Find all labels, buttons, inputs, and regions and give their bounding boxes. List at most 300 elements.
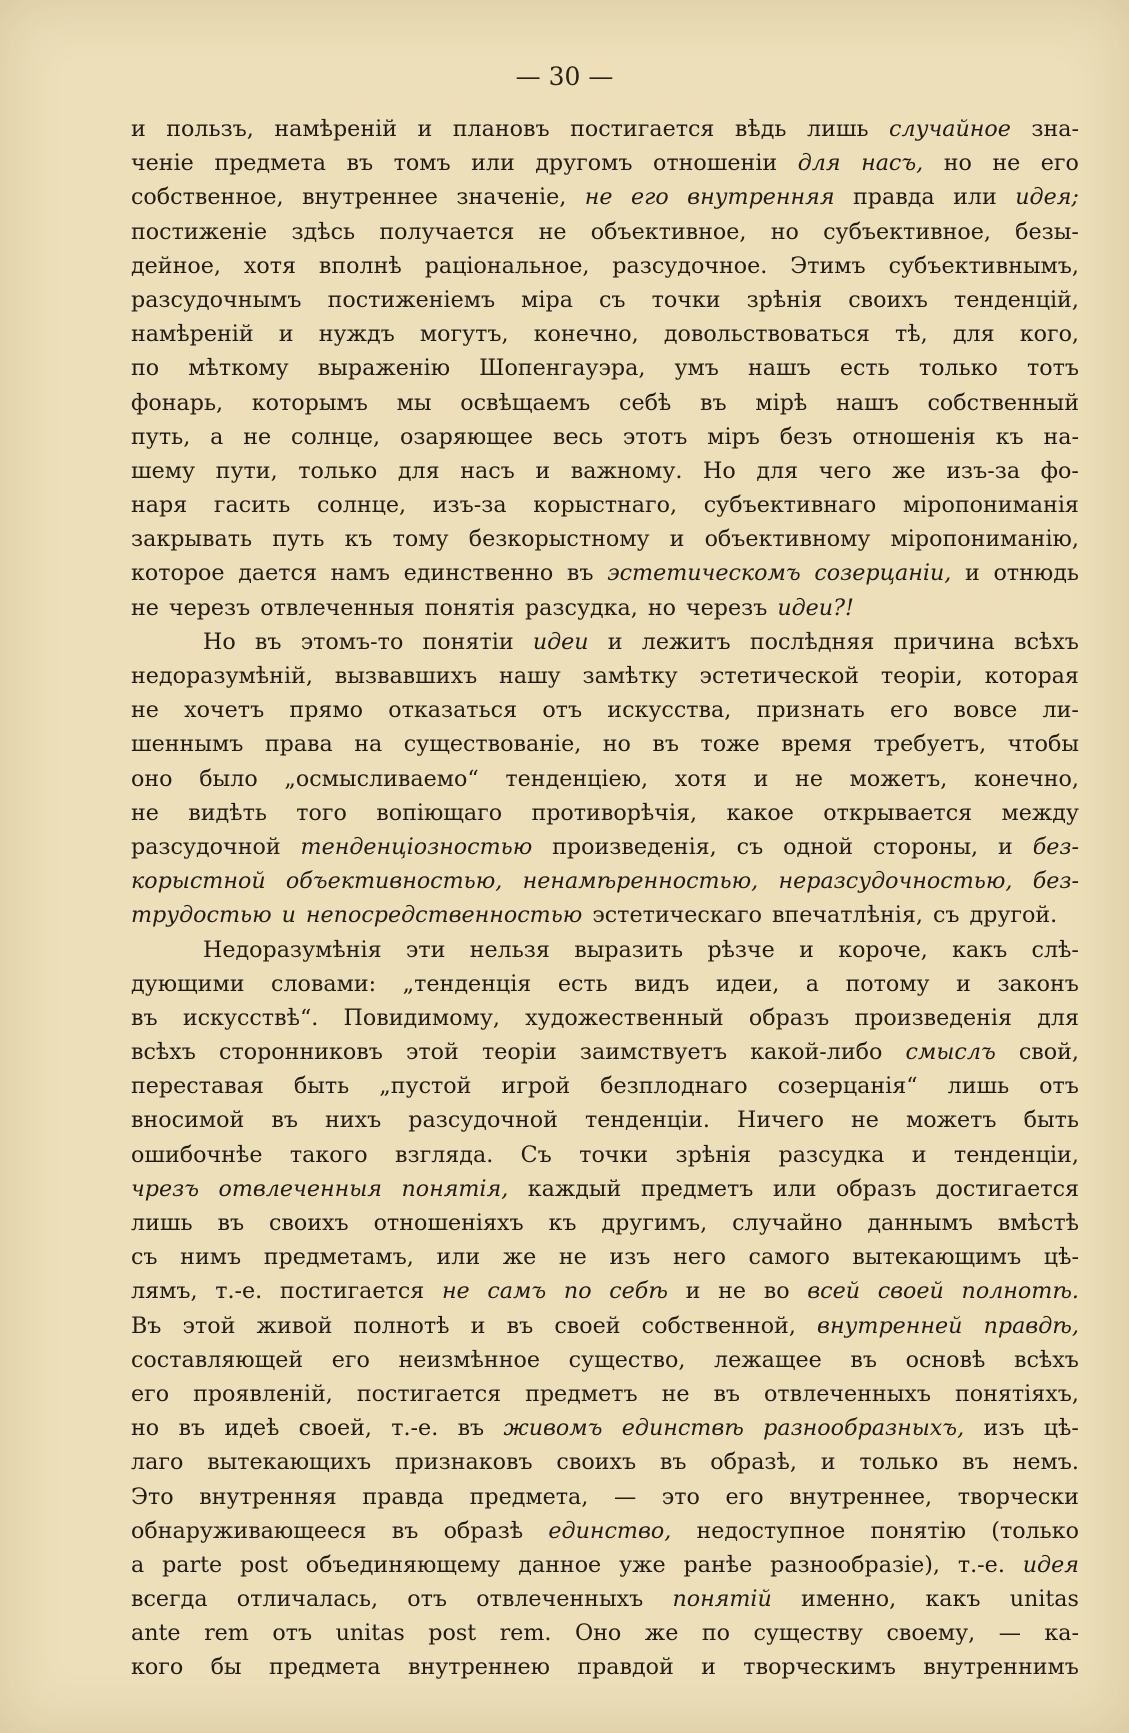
text-line bbox=[131, 1548, 1079, 1582]
text-line bbox=[131, 386, 1079, 420]
text-line bbox=[131, 351, 1079, 385]
word: и bbox=[131, 116, 146, 142]
word: послѣдняя bbox=[749, 628, 875, 655]
word: другимъ, bbox=[601, 1210, 708, 1236]
word: полнотѣ. bbox=[961, 1278, 1079, 1305]
word: вмѣстѣ bbox=[997, 1210, 1079, 1236]
text-line bbox=[131, 762, 1079, 796]
word: и bbox=[470, 1312, 486, 1339]
word: unitas bbox=[335, 1620, 405, 1647]
text-line bbox=[131, 933, 1079, 967]
word: получается bbox=[379, 218, 515, 245]
word: міропониманію, bbox=[890, 526, 1079, 553]
word: немъ. bbox=[1012, 1449, 1079, 1476]
word: тѣ, bbox=[895, 321, 928, 348]
word: а bbox=[805, 970, 819, 997]
word: не bbox=[584, 184, 613, 211]
word: образѣ, bbox=[710, 1449, 797, 1476]
word: лямъ, bbox=[131, 1278, 198, 1305]
word: это bbox=[661, 1483, 700, 1510]
word: міропониманія bbox=[902, 492, 1079, 519]
word: полнотѣ bbox=[353, 1312, 450, 1339]
word: отъ bbox=[272, 1620, 313, 1647]
word: недоступное bbox=[696, 1517, 846, 1544]
word: насъ bbox=[460, 457, 515, 484]
word: тенденціозностью bbox=[300, 833, 533, 860]
word: изъ-за bbox=[432, 492, 507, 519]
word: разсудочной bbox=[131, 833, 281, 860]
word: произведенія, bbox=[552, 833, 717, 860]
word: по bbox=[563, 1278, 592, 1305]
word: взгляда. bbox=[395, 1141, 494, 1168]
word: но bbox=[770, 218, 799, 245]
word: единствѣ bbox=[621, 1415, 744, 1442]
word: томъ bbox=[393, 150, 451, 177]
word: и bbox=[820, 1449, 836, 1476]
word: „осмысливаемо“ bbox=[284, 765, 479, 792]
word: внутренняя bbox=[687, 184, 835, 211]
text-line bbox=[131, 864, 1079, 898]
word: эти bbox=[405, 936, 446, 963]
word: разнообразныхъ, bbox=[763, 1415, 965, 1442]
word: было bbox=[199, 765, 258, 792]
word: свой, bbox=[1018, 1039, 1079, 1066]
word: гасить bbox=[213, 492, 291, 519]
word: точки bbox=[579, 1141, 649, 1168]
word: и bbox=[956, 970, 971, 997]
word: постигается bbox=[279, 1278, 425, 1305]
word: отвлеченныя bbox=[218, 1175, 382, 1202]
word: эстетическаго bbox=[592, 902, 762, 929]
word: прямо bbox=[289, 697, 364, 724]
word: своихъ bbox=[556, 1449, 637, 1476]
word: кого, bbox=[1019, 321, 1079, 348]
word: съ bbox=[131, 1244, 158, 1271]
word: предмета bbox=[214, 150, 326, 177]
word: Но bbox=[703, 457, 736, 484]
word: къ bbox=[548, 1210, 577, 1236]
word: въ bbox=[254, 628, 282, 655]
word: понятія, bbox=[401, 1175, 509, 1202]
word: вносимой bbox=[131, 1107, 245, 1134]
word: но bbox=[131, 1415, 160, 1442]
word: есть bbox=[557, 970, 608, 997]
word: основѣ bbox=[905, 1346, 986, 1373]
word: лишь bbox=[806, 116, 869, 142]
word: пользъ, bbox=[166, 116, 254, 142]
word: его bbox=[1040, 150, 1079, 177]
word: „пустой bbox=[379, 1073, 472, 1100]
word: нельзя bbox=[469, 936, 550, 963]
word: требуетъ, bbox=[873, 731, 987, 758]
word: художественный bbox=[525, 1004, 724, 1031]
word: какъ bbox=[952, 936, 1008, 963]
word: въ bbox=[457, 1415, 485, 1442]
word: важному. bbox=[570, 457, 683, 484]
word: въ bbox=[131, 1004, 158, 1031]
text-line bbox=[131, 112, 1079, 146]
word: теоріи bbox=[481, 1039, 557, 1066]
word: но bbox=[647, 594, 676, 621]
word: которымъ bbox=[251, 389, 368, 416]
word: нуждъ bbox=[318, 321, 395, 348]
word: — bbox=[998, 1620, 1021, 1647]
word: которое bbox=[131, 560, 225, 587]
word: которая bbox=[984, 663, 1079, 689]
text-line bbox=[131, 1103, 1079, 1137]
word: отношеніяхъ bbox=[373, 1210, 524, 1236]
page-number: — 30 — bbox=[515, 62, 614, 91]
word: въ bbox=[700, 389, 727, 416]
word: ненамѣренностью, bbox=[522, 868, 759, 895]
word: могутъ, bbox=[419, 321, 509, 348]
word: а bbox=[210, 423, 224, 450]
word: постигается bbox=[356, 1380, 502, 1407]
word: всѣхъ bbox=[131, 1039, 196, 1066]
word: слѣ- bbox=[1031, 936, 1079, 963]
text-line bbox=[131, 454, 1079, 488]
word: rem. bbox=[499, 1620, 552, 1647]
word: тенденціи, bbox=[953, 1141, 1079, 1168]
word: внутренняя bbox=[199, 1483, 337, 1510]
word: предмета, bbox=[469, 1483, 589, 1510]
word: т.-е. bbox=[215, 1278, 263, 1305]
word: изъ bbox=[983, 1415, 1025, 1442]
word: и bbox=[753, 765, 769, 792]
word: своихъ bbox=[848, 286, 928, 313]
word: тенденціею, bbox=[505, 765, 649, 792]
word: существу bbox=[753, 1620, 863, 1647]
text-line bbox=[131, 625, 1079, 659]
word: конечно, bbox=[973, 765, 1079, 792]
word: сторонниковъ bbox=[219, 1039, 383, 1066]
word: понятію bbox=[870, 1517, 967, 1544]
word: или bbox=[772, 1175, 817, 1202]
word: идеи bbox=[532, 628, 589, 655]
word: себѣ bbox=[609, 1278, 668, 1305]
word: отнюдь bbox=[993, 560, 1079, 587]
word: во bbox=[763, 1278, 790, 1305]
word: и bbox=[669, 526, 685, 553]
word: фо- bbox=[1040, 457, 1079, 484]
word: Оно bbox=[574, 1620, 622, 1647]
word: нихъ bbox=[325, 1107, 382, 1134]
word: — bbox=[613, 1483, 637, 1510]
word: выразить bbox=[574, 936, 684, 963]
word: вовсе bbox=[953, 697, 1018, 724]
word: игрой bbox=[501, 1073, 571, 1100]
text-line bbox=[131, 1309, 1079, 1343]
word: дующими bbox=[131, 970, 245, 997]
word: въ bbox=[271, 1107, 298, 1134]
word: предметъ bbox=[525, 1380, 638, 1407]
word: или bbox=[436, 1244, 481, 1271]
word: собственное, bbox=[131, 184, 284, 211]
word: образѣ bbox=[443, 1517, 524, 1544]
word: для bbox=[1037, 1004, 1079, 1031]
word: и bbox=[685, 1278, 701, 1305]
word: въ bbox=[178, 1415, 206, 1442]
word: своему, bbox=[886, 1620, 976, 1647]
word: отъ bbox=[1039, 1073, 1079, 1100]
word: тому bbox=[392, 526, 449, 553]
word: постиженіемъ bbox=[327, 286, 496, 313]
word: законъ bbox=[997, 970, 1079, 997]
word: не bbox=[558, 1244, 587, 1271]
word: этотъ bbox=[622, 423, 688, 450]
word: только bbox=[918, 355, 998, 382]
word: безъ bbox=[779, 423, 833, 450]
word: какой-либо bbox=[750, 1039, 883, 1066]
text-line bbox=[131, 1240, 1079, 1274]
text-line bbox=[131, 146, 1079, 180]
word: самого bbox=[748, 1244, 830, 1271]
word: наря bbox=[131, 492, 188, 519]
word: не bbox=[131, 697, 159, 724]
word: своихъ bbox=[268, 1210, 349, 1236]
word: оно bbox=[131, 765, 173, 792]
word: теоріи, bbox=[880, 663, 963, 689]
body-text bbox=[131, 112, 1079, 1685]
text-line bbox=[131, 180, 1079, 214]
word: корыстной bbox=[131, 868, 266, 895]
word: признать bbox=[756, 697, 865, 724]
text-line bbox=[131, 556, 1079, 590]
word: эстетическомъ bbox=[607, 560, 801, 587]
word: для bbox=[397, 457, 440, 484]
word: чтобы bbox=[1007, 731, 1079, 758]
text-line bbox=[131, 249, 1079, 283]
word: внутреннее bbox=[302, 184, 438, 211]
word: самъ bbox=[487, 1278, 547, 1305]
word: отъ bbox=[407, 1586, 448, 1613]
word: вытекающихъ bbox=[207, 1449, 372, 1476]
word: образъ bbox=[835, 1175, 917, 1202]
text-line bbox=[131, 1035, 1079, 1069]
word: ли- bbox=[1042, 697, 1079, 724]
word: живомъ bbox=[503, 1415, 603, 1442]
word: отвлеченныхъ bbox=[476, 1586, 644, 1613]
word: a bbox=[131, 1551, 145, 1578]
word: внутреннею bbox=[407, 1654, 550, 1681]
word: дейное, bbox=[131, 252, 221, 279]
text-line bbox=[131, 1172, 1079, 1206]
word: образъ bbox=[748, 1004, 830, 1031]
word: своей bbox=[554, 1312, 621, 1339]
word: такого bbox=[289, 1141, 368, 1168]
word: короче, bbox=[838, 936, 928, 963]
word: идея; bbox=[1015, 184, 1079, 211]
word: безкорыстному bbox=[468, 526, 650, 553]
word: намѣреній bbox=[274, 116, 397, 142]
word: зрѣнія bbox=[746, 286, 823, 313]
word: понятія bbox=[424, 594, 515, 621]
word: солнце, bbox=[290, 423, 381, 450]
word: черезъ bbox=[168, 594, 251, 621]
word: Но bbox=[203, 628, 236, 655]
word: случайно bbox=[732, 1210, 843, 1236]
word: его bbox=[331, 1346, 370, 1373]
word: себѣ bbox=[619, 389, 672, 416]
word: непосредственностью bbox=[305, 902, 583, 929]
word: ка- bbox=[1044, 1620, 1079, 1647]
word: причина bbox=[893, 628, 995, 655]
word: быть bbox=[293, 1073, 350, 1100]
word: въ bbox=[659, 1449, 687, 1476]
word: без- bbox=[1032, 868, 1079, 895]
word: уже bbox=[619, 1551, 666, 1578]
word: Въ bbox=[131, 1312, 162, 1339]
word: къ bbox=[995, 423, 1024, 450]
word: отвлеченныхъ bbox=[763, 1380, 931, 1407]
word: насъ, bbox=[861, 150, 924, 177]
word: и bbox=[535, 457, 551, 484]
word: солнце, bbox=[316, 492, 407, 519]
word: замѣтку bbox=[582, 663, 678, 689]
word: зна- bbox=[1031, 116, 1079, 142]
word: собственный bbox=[927, 389, 1079, 416]
word: смыслъ bbox=[905, 1039, 996, 1066]
word: вполнѣ bbox=[318, 252, 402, 279]
word: разсудочнымъ bbox=[131, 286, 302, 313]
word: хочетъ bbox=[184, 697, 265, 724]
word: путь, bbox=[131, 423, 191, 450]
word: умъ bbox=[674, 355, 719, 382]
word: лежащее bbox=[714, 1346, 822, 1373]
text-line bbox=[131, 1650, 1079, 1684]
word: фонарь, bbox=[131, 389, 224, 416]
word: же bbox=[892, 457, 926, 484]
word: міра bbox=[521, 286, 573, 313]
word: стороны, bbox=[872, 833, 979, 860]
word: отношенія bbox=[852, 423, 976, 450]
word: впечатлѣнія, bbox=[771, 902, 923, 929]
word: того bbox=[296, 799, 347, 826]
word: противорѣчія, bbox=[531, 799, 698, 826]
text-line bbox=[131, 967, 1079, 1001]
text-line bbox=[131, 693, 1079, 727]
word: объективному bbox=[704, 526, 871, 553]
word: потому bbox=[845, 970, 930, 997]
word: по bbox=[131, 355, 160, 382]
word: творческимъ bbox=[743, 1654, 896, 1681]
word: видъ bbox=[634, 970, 690, 997]
word: время bbox=[781, 731, 853, 758]
text-line bbox=[131, 1616, 1079, 1650]
word: намъ bbox=[330, 560, 390, 587]
word: тенденціи. bbox=[584, 1107, 710, 1134]
word: и bbox=[417, 116, 433, 142]
word: же bbox=[644, 1620, 679, 1647]
word: лежитъ bbox=[641, 628, 731, 655]
word: какъ bbox=[925, 1586, 981, 1613]
word: пути, bbox=[215, 457, 278, 484]
word: шеннымъ bbox=[131, 731, 244, 758]
word: съ bbox=[599, 286, 626, 313]
word: и bbox=[281, 902, 296, 929]
word: данное bbox=[518, 1551, 602, 1578]
word: его bbox=[131, 1380, 170, 1407]
word: открывается bbox=[823, 799, 973, 826]
word: ранѣе bbox=[683, 1551, 753, 1578]
word: безплоднаго bbox=[600, 1073, 748, 1100]
text-line bbox=[131, 727, 1079, 761]
word: отъ bbox=[542, 697, 583, 724]
word: объективное, bbox=[590, 218, 747, 245]
word: не bbox=[661, 1380, 690, 1407]
word: искусствѣ“. bbox=[182, 1004, 319, 1031]
word: раціональное, bbox=[424, 252, 590, 279]
word: для bbox=[756, 457, 799, 484]
word: закрывать bbox=[131, 526, 253, 553]
word: разсудочное. bbox=[612, 252, 768, 279]
word: понятій bbox=[672, 1586, 772, 1613]
text-line bbox=[131, 1138, 1079, 1172]
word: отношеніи bbox=[653, 150, 778, 177]
word: и bbox=[965, 560, 980, 587]
word: не bbox=[131, 799, 159, 826]
word: правда bbox=[362, 1483, 444, 1510]
text-line bbox=[131, 283, 1079, 317]
text-line bbox=[131, 1274, 1079, 1308]
word: тоже bbox=[700, 731, 760, 758]
word: вытекающимъ bbox=[852, 1244, 1022, 1271]
word: не bbox=[851, 1107, 879, 1134]
word: путь bbox=[272, 526, 325, 553]
word: существованіе, bbox=[403, 731, 582, 758]
word: рѣзче bbox=[707, 936, 775, 963]
word: точки bbox=[651, 286, 721, 313]
word: предметъ bbox=[640, 1175, 754, 1202]
word: даннымъ bbox=[867, 1210, 973, 1236]
word: не bbox=[992, 150, 1021, 177]
word: недоразумѣній, bbox=[131, 663, 313, 689]
word: творчески bbox=[957, 1483, 1079, 1510]
word: въ bbox=[506, 1312, 534, 1339]
word: существо, bbox=[568, 1346, 686, 1373]
word: права bbox=[264, 731, 333, 758]
word: нимъ bbox=[180, 1244, 242, 1271]
word: постигается bbox=[570, 116, 715, 142]
text-line bbox=[131, 1001, 1079, 1035]
word: этомъ-то bbox=[300, 628, 404, 655]
word: видѣть bbox=[188, 799, 267, 826]
word: его bbox=[725, 1483, 764, 1510]
word: parte bbox=[162, 1551, 223, 1578]
word: съ bbox=[736, 833, 764, 860]
word: лишь bbox=[131, 1210, 193, 1236]
word: на bbox=[354, 731, 383, 758]
word: идея bbox=[1022, 1551, 1079, 1578]
word: его bbox=[630, 184, 669, 211]
word: кого bbox=[131, 1654, 184, 1681]
word: или bbox=[953, 184, 997, 211]
word: этой bbox=[182, 1312, 236, 1339]
text-line bbox=[131, 796, 1079, 830]
word: post bbox=[428, 1620, 477, 1647]
text-line bbox=[131, 1069, 1079, 1103]
word: единство, bbox=[548, 1517, 672, 1544]
word: есть bbox=[839, 355, 890, 382]
word: освѣщаемъ bbox=[460, 389, 591, 416]
word: объединяющему bbox=[305, 1551, 501, 1578]
word: какое bbox=[726, 799, 794, 826]
text-line bbox=[131, 420, 1079, 454]
word: не bbox=[538, 218, 567, 245]
word: словами: bbox=[271, 970, 377, 997]
text-line bbox=[131, 830, 1079, 864]
word: лишь bbox=[947, 1073, 1010, 1100]
